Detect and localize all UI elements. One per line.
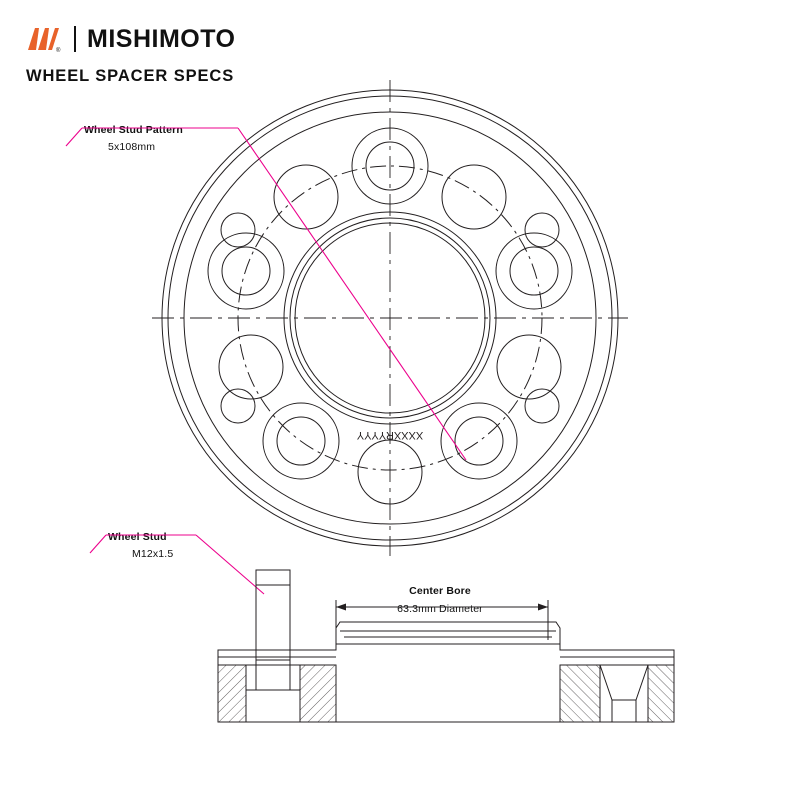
center-lines (152, 80, 628, 556)
section-hatch-left-2 (300, 665, 336, 722)
section-hatch-right (560, 665, 600, 722)
callout-wheel-stud-title: Wheel Stud (108, 531, 167, 543)
section-hatch-left (218, 665, 246, 722)
leader-wheel-stud-pattern (66, 128, 466, 460)
front-view (152, 80, 628, 556)
callout-wheel-stud-pattern-title: Wheel Stud Pattern (84, 124, 183, 136)
page-subtitle: WHEEL SPACER SPECS (26, 67, 235, 85)
callout-center-bore-title: Center Bore (409, 585, 471, 597)
part-marking: XXXXRYYYY (356, 429, 424, 441)
svg-text:®: ® (56, 48, 61, 54)
stud-bore-section (246, 665, 300, 722)
callout-wheel-stud-pattern-value: 5x108mm (108, 141, 156, 153)
section-hatch-right-2 (648, 665, 674, 722)
leader-wheel-stud (90, 535, 264, 594)
counterbore-taper (600, 665, 648, 700)
section-view (218, 570, 674, 722)
center-bore-dimension (336, 600, 548, 640)
callout-wheel-stud-value: M12x1.5 (132, 548, 174, 560)
wheel-stud-profile (256, 570, 290, 690)
callout-center-bore-value: 63.3mm Diameter (397, 603, 483, 615)
brand-name: MISHIMOTO (87, 24, 236, 53)
